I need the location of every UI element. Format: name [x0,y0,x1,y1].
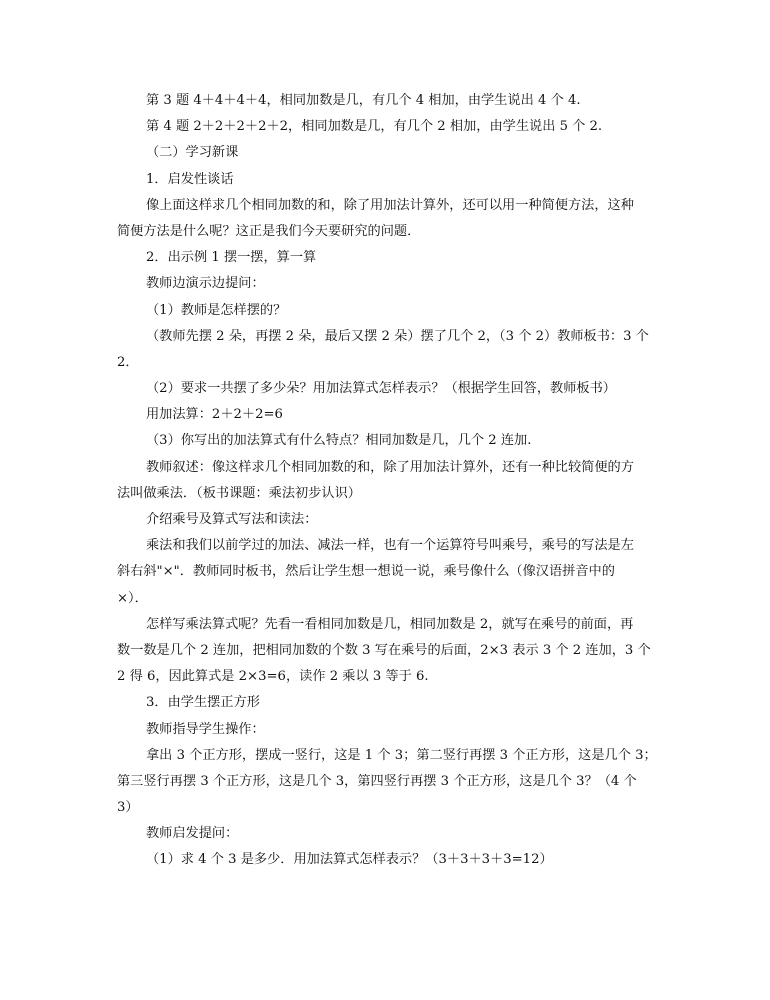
text-line: 教师叙述：像这样求几个相同加数的和，除了用加法计算外，还有一种比较简便的方 [146,459,634,475]
text-line: （3）你写出的加法算式有什么特点？相同加数是几，几个 2 连加. [146,433,532,449]
text-line: （教师先摆 2 朵，再摆 2 朵，最后又摆 2 朵）摆了几个 2，（3 个 2）教师板书：3 个 [146,328,649,344]
section-heading: （二）学习新课 [146,145,239,161]
text-line: 2． [117,354,139,370]
text-line: 用加法算：2＋2＋2=6 [146,407,283,423]
text-line: 数一数是几个 2 连加，把相同加数的个数 3 写在乘号的后面，2×3 表示 3 个 2 连加，3 个 [117,642,651,658]
subsection-heading: 2．出示例 1 摆一摆，算一算 [146,250,317,266]
text-line: 第 4 题 2＋2＋2＋2＋2，相同加数是几，有几个 2 相加，由学生说出 5 个 2. [146,119,603,135]
text-line: 2 得 6，因此算式是 2×3=6，读作 2 乘以 3 等于 6. [117,669,429,685]
text-line: 教师边演示边提问： [146,276,265,292]
text-line: 第三竖行再摆 3 个正方形，这是几个 3，第四竖行再摆 3 个正方形，这是几个 3？（4 个 [117,773,637,789]
text-line: 怎样写乘法算式呢？先看一看相同加数是几，相同加数是 2，就写在乘号的前面，再 [146,616,634,632]
text-line: ×）． [117,590,148,606]
text-line: 法叫做乘法．（板书课题：乘法初步认识） [117,485,361,501]
text-line: 介绍乘号及算式写法和读法： [146,512,318,527]
text-line: 斜右斜"×"．教师同时板书，然后让学生想一想说一说，乘号像什么（像汉语拼音中的 [117,564,615,580]
text-line: （1）求 4 个 3 是多少．用加法算式怎样表示？（3＋3＋3＋3=12） [146,852,553,868]
text-line: 拿出 3 个正方形，摆成一竖行，这是 1 个 3；第二竖行再摆 3 个正方形，这是几个 3； [146,747,657,763]
text-line: 3） [117,800,139,816]
text-line: （1）教师是怎样摆的？ [146,302,287,318]
text-line: 教师指导学生操作： [146,721,265,737]
document-body [117,88,657,874]
text-line: （2）要求一共摆了多少朵？用加法算式怎样表示？（根据学生回答，教师板书） [146,381,616,397]
text-line: 第 3 题 4＋4＋4＋4，相同加数是几，有几个 4 相加，由学生说出 4 个 4. [146,93,581,108]
subsection-heading: 1．启发性谈话 [146,171,234,187]
text-line: 教师启发提问： [146,826,239,842]
subsection-heading: 3．由学生摆正方形 [146,695,260,711]
text-line: 像上面这样求几个相同加数的和，除了用加法计算外，还可以用一种简便方法，这种 [146,197,634,213]
text-line: 简便方法是什么呢？这正是我们今天要研究的问题． [117,223,421,239]
text-line: 乘法和我们以前学过的加法、减法一样，也有一个运算符号叫乘号，乘号的写法是左 [146,538,634,554]
